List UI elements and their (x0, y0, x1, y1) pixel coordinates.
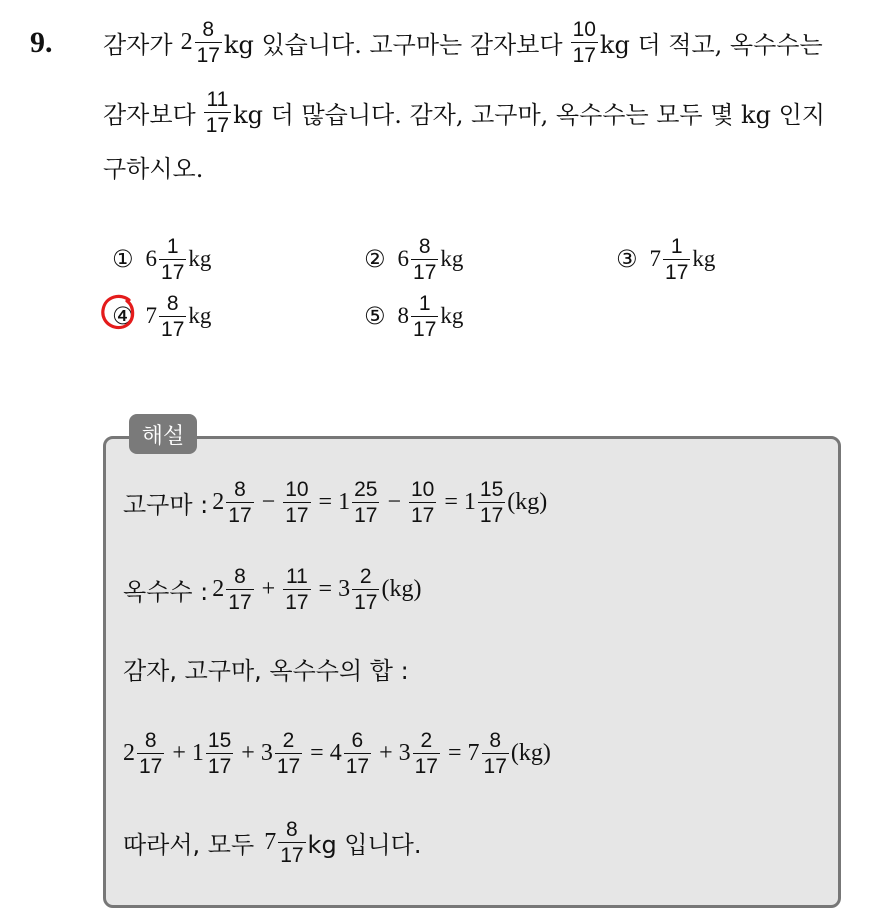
operator: = (310, 739, 324, 766)
choice-unit: kg (188, 303, 212, 328)
numerator: 2 (359, 564, 372, 588)
choice-number: ③ (616, 245, 638, 273)
denominator: 17 (345, 754, 370, 778)
fraction (571, 19, 598, 66)
explanation-line-5 (123, 812, 422, 872)
denominator: 17 (665, 260, 689, 284)
operator: + (379, 739, 393, 766)
denominator: 17 (414, 754, 438, 778)
explanation-line-3 (123, 638, 409, 698)
fraction (352, 479, 379, 526)
choice-whole: 8 (397, 303, 410, 328)
explanation-text: 따라서, 모두 (123, 830, 255, 859)
denominator: 17 (572, 43, 596, 67)
question-line-1 (103, 12, 823, 72)
mixed-whole: 2 (180, 28, 193, 55)
fraction (195, 19, 222, 66)
unit: (kg) (507, 488, 548, 515)
mixed-whole: 3 (398, 739, 411, 766)
question-text: 감자가 (103, 30, 173, 59)
choice-unit: kg (440, 246, 464, 271)
numerator: 8 (286, 817, 298, 841)
question-text: 감자보다 (103, 100, 196, 129)
fraction (159, 293, 186, 340)
fraction (411, 293, 438, 340)
fraction (482, 730, 509, 777)
fraction (159, 236, 186, 283)
denominator: 17 (228, 590, 252, 614)
numerator: 1 (670, 234, 683, 258)
fraction (478, 479, 505, 526)
numerator: 25 (354, 477, 378, 501)
mixed-whole: 7 (264, 828, 277, 855)
mixed-whole: 2 (123, 739, 135, 766)
choice-number: ⑤ (364, 302, 386, 330)
fraction (411, 236, 438, 283)
numerator: 10 (285, 477, 309, 501)
numerator: 8 (202, 17, 215, 41)
numerator: 8 (489, 728, 502, 752)
operator: = (318, 575, 333, 602)
question-text: kg 더 많습니다. 감자, 고구마, 옥수수는 모두 몇 kg 인지 (233, 100, 825, 129)
choice-number: ① (112, 245, 134, 273)
question-number: 9. (30, 26, 53, 59)
fraction (409, 479, 436, 526)
fraction (275, 730, 302, 777)
operator: + (241, 739, 255, 766)
operator: − (387, 488, 401, 515)
answer-mark-circle-icon (99, 292, 139, 332)
denominator: 17 (205, 113, 230, 137)
choice-number: ② (364, 245, 386, 273)
numerator: 2 (282, 728, 295, 752)
numerator: 11 (285, 564, 308, 588)
choice-3[interactable] (616, 230, 715, 288)
denominator: 17 (483, 754, 507, 778)
choice-unit: kg (692, 246, 716, 271)
explanation-line-2 (123, 559, 421, 619)
mixed-whole: 2 (212, 488, 225, 515)
mixed-whole: 2 (212, 575, 225, 602)
denominator: 17 (161, 317, 185, 341)
denominator: 17 (285, 503, 309, 527)
numerator: 8 (234, 564, 246, 588)
choice-number: ④ (112, 302, 134, 330)
fraction (226, 566, 253, 613)
fraction (204, 89, 231, 136)
fraction (663, 236, 690, 283)
choice-whole: 7 (649, 246, 662, 271)
numerator: 8 (144, 728, 157, 752)
fraction (226, 479, 253, 526)
numerator: 1 (418, 291, 431, 315)
mixed-whole: 3 (260, 739, 273, 766)
fraction (283, 566, 310, 613)
denominator: 17 (139, 754, 163, 778)
explanation-line-4 (123, 723, 551, 783)
mixed-whole: 1 (463, 488, 476, 515)
explanation-tab: 해설 (129, 414, 197, 454)
operator: = (447, 739, 462, 766)
operator: + (172, 739, 186, 766)
operator: − (261, 488, 276, 515)
question-text: kg 있습니다. 고구마는 감자보다 (223, 30, 563, 59)
explanation-text: kg 입니다. (307, 830, 422, 859)
denominator: 17 (196, 43, 220, 67)
denominator: 17 (228, 503, 252, 527)
operator: = (444, 488, 458, 515)
numerator: 2 (420, 728, 433, 752)
fraction (283, 479, 310, 526)
numerator: 8 (234, 477, 246, 501)
fraction (137, 730, 164, 777)
explanation-text: 감자, 고구마, 옥수수의 합 : (123, 656, 409, 685)
fraction (206, 730, 233, 777)
fraction (352, 566, 379, 613)
numerator: 11 (206, 87, 229, 111)
mixed-whole: 7 (467, 739, 480, 766)
denominator: 17 (479, 503, 504, 527)
choice-2[interactable] (364, 230, 463, 288)
denominator: 17 (411, 503, 435, 527)
denominator: 17 (161, 260, 185, 284)
numerator: 6 (351, 728, 364, 752)
choice-1[interactable] (112, 230, 211, 288)
question-text: 구하시오. (103, 154, 204, 183)
choice-unit: kg (188, 246, 212, 271)
explanation-label: 고구마 : (123, 490, 209, 519)
question-line-2 (103, 82, 825, 142)
denominator: 17 (354, 503, 378, 527)
numerator: 10 (411, 477, 435, 501)
fraction (413, 730, 440, 777)
numerator: 8 (418, 234, 431, 258)
choice-whole: 6 (397, 246, 410, 271)
fraction (278, 819, 305, 866)
question-line-3 (103, 136, 203, 196)
denominator: 17 (354, 590, 378, 614)
denominator: 17 (413, 260, 437, 284)
choice-unit: kg (440, 303, 464, 328)
denominator: 17 (276, 754, 301, 778)
question-text: kg 더 적고, 옥수수는 (599, 30, 823, 59)
mixed-whole: 1 (338, 488, 351, 515)
denominator: 17 (413, 317, 437, 341)
choice-whole: 6 (145, 246, 158, 271)
numerator: 1 (166, 234, 179, 258)
numerator: 10 (572, 17, 596, 41)
unit: (kg) (510, 739, 551, 766)
mixed-whole: 3 (338, 575, 351, 602)
mixed-whole: 4 (329, 739, 342, 766)
numerator: 15 (479, 477, 504, 501)
explanation-label: 옥수수 : (123, 577, 209, 606)
denominator: 17 (280, 843, 304, 867)
numerator: 15 (207, 728, 232, 752)
choice-whole: 7 (145, 303, 158, 328)
operator: + (261, 575, 276, 602)
mixed-whole: 1 (191, 739, 204, 766)
unit: (kg) (381, 575, 422, 602)
choice-5[interactable] (364, 287, 463, 345)
explanation-line-1 (123, 472, 547, 532)
fraction (344, 730, 371, 777)
denominator: 17 (207, 754, 232, 778)
operator: = (318, 488, 333, 515)
denominator: 17 (285, 590, 309, 614)
numerator: 8 (166, 291, 179, 315)
